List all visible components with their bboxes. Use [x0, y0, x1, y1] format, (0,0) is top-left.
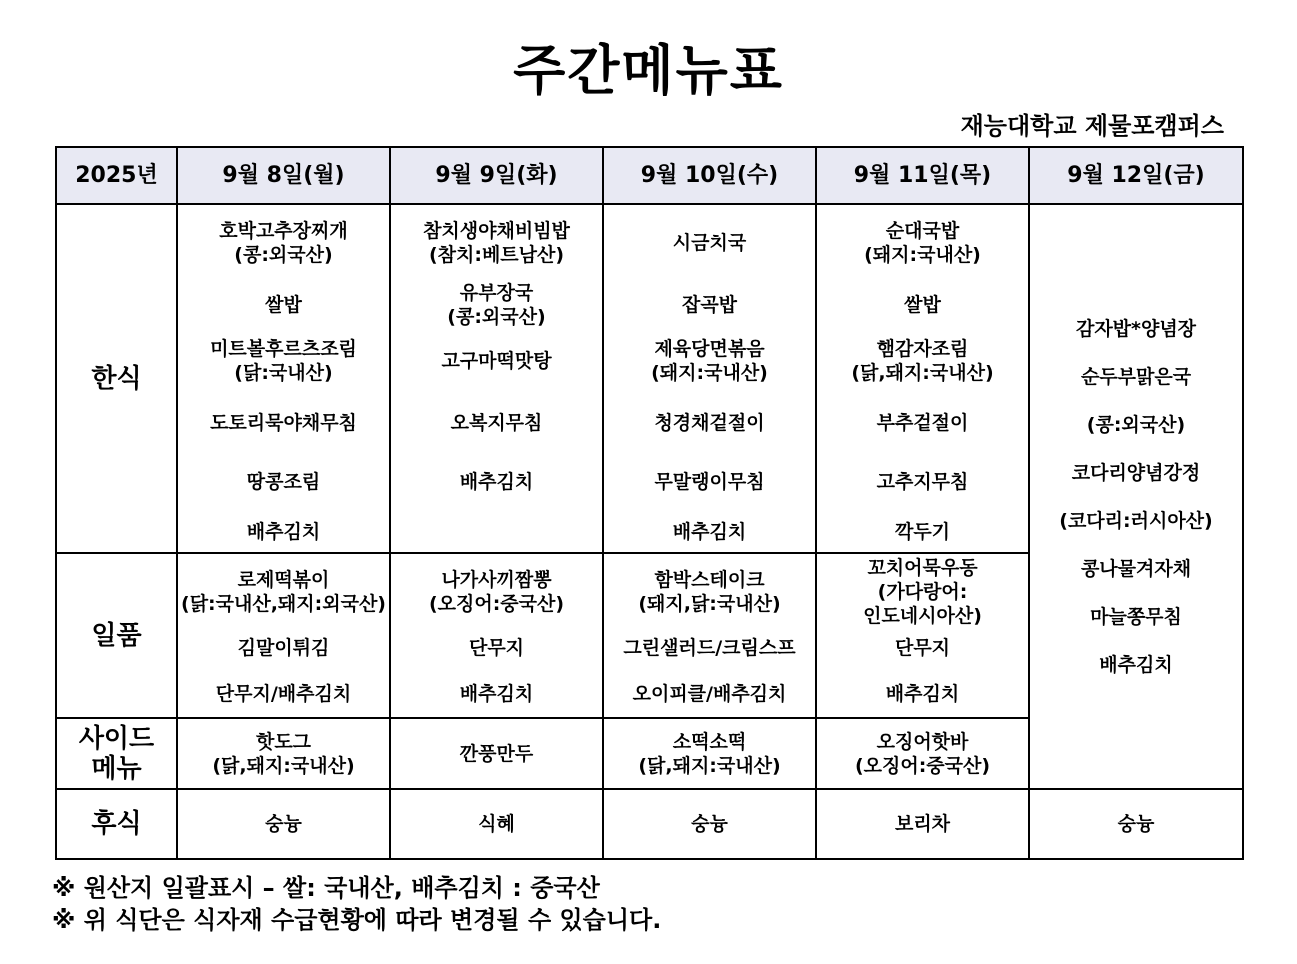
- menu-item: (닭:국내산): [234, 362, 333, 384]
- day-header-fri: 9월 12일(금): [1029, 147, 1243, 204]
- menu-item: 깍두기: [894, 521, 951, 543]
- menu-item: 단무지: [894, 637, 951, 659]
- weekly-menu-table: [55, 146, 1244, 860]
- day-header-tue: 9월 9일(화): [390, 147, 603, 204]
- menu-item: (닭,돼지:국내산): [851, 362, 994, 384]
- page-title: 주간메뉴표: [513, 39, 784, 102]
- menu-item: 땅콩조림: [246, 471, 321, 493]
- korean-wed: [603, 204, 816, 553]
- friday-menu: [1029, 204, 1243, 789]
- menu-item: 단무지/배추김치: [215, 683, 352, 705]
- single-wed: [603, 553, 816, 718]
- menu-item: 감자밥*양념장: [1075, 317, 1197, 340]
- row-label-side-line1: 사이드: [78, 723, 155, 754]
- menu-item: 잡곡밥: [681, 294, 738, 316]
- menu-item: (콩:외국산): [1086, 413, 1186, 436]
- side-tue: [390, 718, 603, 789]
- single-mon: [177, 553, 390, 718]
- menu-item: 깐풍만두: [459, 742, 534, 765]
- menu-item: 소떡소떡: [672, 730, 747, 753]
- dessert-fri: 숭늉: [1029, 789, 1243, 859]
- menu-item: 제육당면볶음: [654, 338, 765, 360]
- menu-item: 미트볼후르츠조림: [210, 338, 357, 360]
- menu-item: 도토리묵야채무침: [210, 412, 357, 434]
- menu-item: 무말랭이무침: [654, 471, 765, 493]
- day-header-mon: 9월 8일(월): [177, 147, 390, 204]
- menu-item: 쌀밥: [265, 294, 302, 316]
- menu-item: 순대국밥: [885, 220, 960, 242]
- dessert-thu: 보리차: [816, 789, 1029, 859]
- menu-item: (오징어:중국산): [428, 593, 565, 615]
- menu-item: 배추김치: [885, 683, 960, 705]
- menu-item: 함박스테이크: [654, 569, 765, 591]
- menu-item: (참치:베트남산): [428, 244, 565, 266]
- menu-item: 인도네시아산): [863, 605, 982, 627]
- menu-item: 마늘쫑무침: [1090, 605, 1182, 628]
- menu-item: 로제떡볶이: [237, 569, 330, 591]
- footnote-change: ※ 위 식단은 식자재 수급현황에 따라 변경될 수 있습니다.: [52, 906, 662, 934]
- menu-item: 고추지무침: [876, 471, 969, 493]
- menu-item: (닭:국내산,돼지:외국산): [181, 593, 386, 615]
- menu-item: 부추겉절이: [876, 412, 969, 434]
- row-label-side-line2: 메뉴: [91, 753, 142, 784]
- dessert-tue: 식혜: [390, 789, 603, 859]
- menu-item: 단무지: [468, 637, 525, 659]
- menu-item: (오징어:중국산): [854, 754, 991, 777]
- menu-item: 시금치국: [672, 232, 747, 254]
- row-label-side: [56, 718, 177, 789]
- menu-item: 나가사끼짬뽕: [441, 569, 552, 591]
- header-row: [56, 147, 1243, 204]
- row-label-dessert: 후식: [56, 789, 177, 859]
- menu-item: (콩:외국산): [447, 306, 546, 328]
- single-thu: [816, 553, 1029, 718]
- side-thu: [816, 718, 1029, 789]
- korean-tue: [390, 204, 603, 553]
- single-tue: [390, 553, 603, 718]
- side-mon: [177, 718, 390, 789]
- menu-item: 청경채겉절이: [654, 412, 765, 434]
- menu-item: 유부장국: [459, 282, 534, 304]
- korean-row: [56, 204, 1243, 553]
- menu-item: 오복지무침: [450, 412, 543, 434]
- menu-item: (닭,돼지:국내산): [638, 754, 781, 777]
- korean-thu: [816, 204, 1029, 553]
- menu-item: 오이피클/배추김치: [632, 683, 787, 705]
- menu-item: 김말이튀김: [237, 637, 330, 659]
- menu-item: 꼬치어묵우동: [867, 557, 978, 579]
- dessert-wed: 숭늉: [603, 789, 816, 859]
- menu-item: 쌀밥: [904, 294, 941, 316]
- row-label-single: 일품: [56, 553, 177, 718]
- menu-item: (콩:외국산): [234, 244, 333, 266]
- menu-item: 코다리양념강정: [1071, 461, 1201, 484]
- menu-item: 오징어핫바: [876, 730, 969, 753]
- menu-item: (코다리:러시아산): [1059, 509, 1213, 532]
- menu-item: 배추김치: [672, 521, 747, 543]
- menu-item: 순두부맑은국: [1080, 365, 1192, 388]
- day-header-wed: 9월 10일(수): [603, 147, 816, 204]
- menu-item: 배추김치: [459, 471, 534, 493]
- menu-item: (닭,돼지:국내산): [212, 754, 355, 777]
- menu-item: 배추김치: [459, 683, 534, 705]
- year-header: 2025년: [56, 147, 177, 204]
- dessert-mon: 숭늉: [177, 789, 390, 859]
- korean-mon: [177, 204, 390, 553]
- menu-item: 그린샐러드/크림스프: [623, 637, 796, 659]
- footnote-origin: ※ 원산지 일괄표시 – 쌀: 국내산, 배추김치 : 중국산: [52, 874, 600, 902]
- menu-item: 호박고추장찌개: [219, 220, 348, 242]
- menu-item: 콩나물겨자채: [1080, 557, 1192, 580]
- menu-item: 참치생야채비빔밥: [423, 220, 570, 242]
- menu-item: 배추김치: [246, 521, 321, 543]
- menu-item: 배추김치: [1099, 653, 1173, 676]
- day-header-thu: 9월 11일(목): [816, 147, 1029, 204]
- menu-item: (돼지:국내산): [864, 244, 981, 266]
- menu-item: 핫도그: [255, 730, 312, 753]
- menu-item: 고구마떡맛탕: [441, 350, 552, 372]
- menu-item: (돼지:국내산): [651, 362, 768, 384]
- menu-item: 햄감자조림: [876, 338, 969, 360]
- row-label-korean: 한식: [56, 204, 177, 553]
- dessert-row: [56, 789, 1243, 859]
- campus-name: 재능대학교 제물포캠퍼스: [960, 112, 1224, 140]
- menu-item: (가다랑어:: [877, 581, 968, 603]
- footnotes: [52, 872, 661, 936]
- menu-item: (돼지,닭:국내산): [638, 593, 781, 615]
- side-wed: [603, 718, 816, 789]
